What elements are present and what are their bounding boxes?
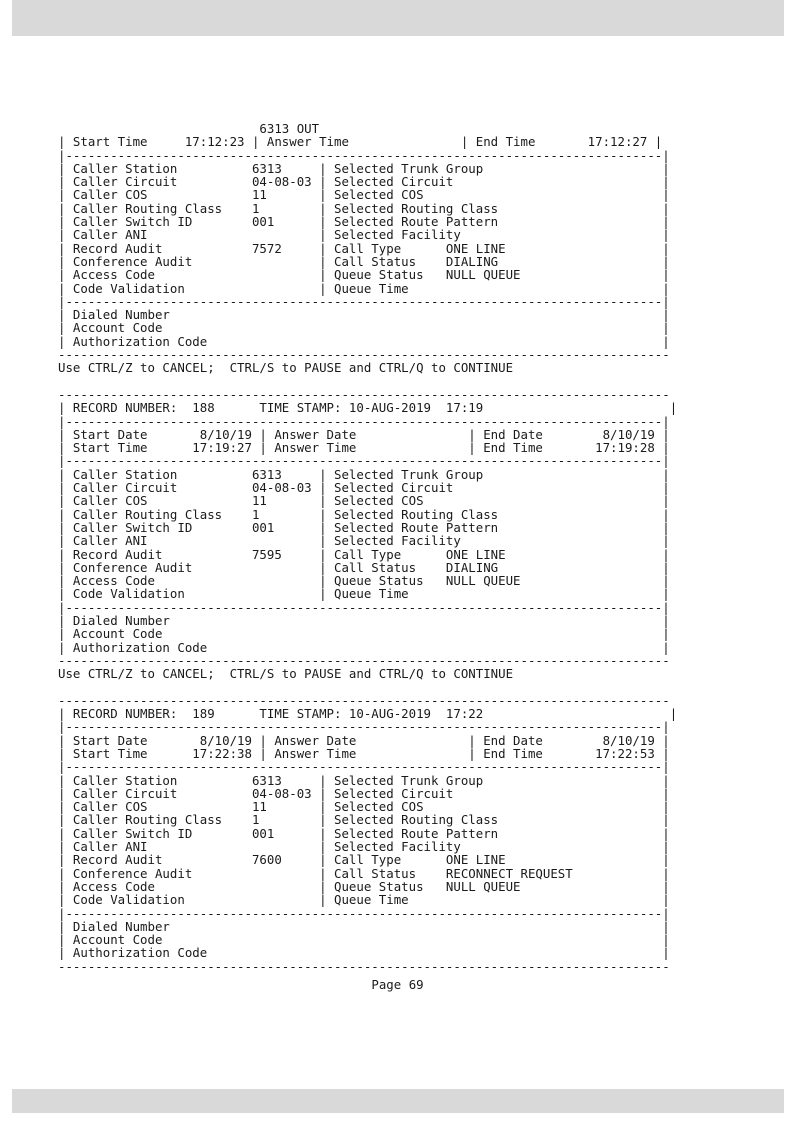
report-line: | Authorization Code |: [58, 639, 670, 655]
report-line: | Record Audit 7600 | Call Type ONE LINE |: [58, 852, 670, 868]
report-line: 6313 OUT: [58, 121, 320, 136]
report-line: | Caller Routing Class 1 | Selected Routing Class |: [58, 506, 670, 522]
report-line: |--------------------------------------------------------------------------------|: [58, 453, 670, 469]
report-line: ----------------------------------------------------------------------------------: [58, 958, 670, 974]
report-line: | Start Time 17:12:23 | Answer Time | End Time 17:12:27 |: [58, 134, 663, 150]
report-line: | Record Audit 7572 | Call Type ONE LINE |: [58, 240, 670, 256]
report-line: | Dialed Number |: [58, 307, 670, 323]
report-line: [58, 375, 690, 388]
report-line: | Caller COS 11 | Selected COS |: [58, 493, 670, 509]
report-line: | Start Date 8/10/19 | Answer Date | End Date 8/10/19 |: [58, 732, 670, 748]
report-line: | Caller Switch ID 001 | Selected Route Pattern |: [58, 825, 670, 841]
report-line: | Conference Audit | Call Status DIALING |: [58, 559, 670, 575]
report-line: | Caller ANI | Selected Facility |: [58, 227, 670, 243]
report-line: | Access Code | Queue Status NULL QUEUE |: [58, 573, 670, 589]
report-line: |--------------------------------------------------------------------------------|: [58, 293, 670, 309]
report-line: | Caller Switch ID 001 | Selected Route Pattern |: [58, 214, 670, 230]
report-line: | Account Code |: [58, 626, 670, 642]
report-line: | Caller Switch ID 001 | Selected Route Pattern |: [58, 519, 670, 535]
scan-edge-top: [12, 0, 784, 36]
report-line: ----------------------------------------------------------------------------------: [58, 386, 670, 402]
report-line: Use CTRL/Z to CANCEL; CTRL/S to PAUSE and CTRL/Q to CONTINUE: [58, 360, 514, 376]
report-line: | Caller Circuit 04-08-03 | Selected Circuit |: [58, 174, 670, 190]
report-line: | Code Validation | Queue Time |: [58, 586, 670, 602]
report-line: | Access Code | Queue Status NULL QUEUE |: [58, 878, 670, 894]
report-line: |--------------------------------------------------------------------------------|: [58, 719, 670, 735]
report-line: | Caller COS 11 | Selected COS |: [58, 187, 670, 203]
report-line: ----------------------------------------------------------------------------------: [58, 692, 670, 708]
report-line: | Authorization Code |: [58, 945, 670, 961]
report-line: |--------------------------------------------------------------------------------|: [58, 905, 670, 921]
report-line: | Record Audit 7595 | Call Type ONE LINE |: [58, 546, 670, 562]
report-line: |--------------------------------------------------------------------------------|: [58, 413, 670, 429]
report-line: | Code Validation | Queue Time |: [58, 280, 670, 296]
report-line: | Caller Station 6313 | Selected Trunk Group |: [58, 160, 670, 176]
report-line: | Caller ANI | Selected Facility |: [58, 533, 670, 549]
report-line: | Authorization Code |: [58, 333, 670, 349]
report-line: |--------------------------------------------------------------------------------|: [58, 147, 670, 163]
report-line: | Conference Audit | Call Status DIALING |: [58, 253, 670, 269]
report-line: | Code Validation | Queue Time |: [58, 892, 670, 908]
report-line: | RECORD NUMBER: 188 TIME STAMP: 10-AUG-2019 17:19 |: [58, 400, 678, 416]
report-line: | Caller ANI | Selected Facility |: [58, 839, 670, 855]
report-line: | Account Code |: [58, 932, 670, 948]
report-line: [58, 680, 690, 693]
report-line: | Caller Routing Class 1 | Selected Routing Class |: [58, 812, 670, 828]
report-line: |--------------------------------------------------------------------------------|: [58, 599, 670, 615]
report-line: ----------------------------------------------------------------------------------: [58, 347, 670, 363]
report-line: | Account Code |: [58, 320, 670, 336]
report-line: | RECORD NUMBER: 189 TIME STAMP: 10-AUG-2019 17:22 |: [58, 706, 678, 722]
report-line: | Dialed Number |: [58, 918, 670, 934]
report-line: | Caller Station 6313 | Selected Trunk Group |: [58, 772, 670, 788]
report-line: | Caller Station 6313 | Selected Trunk Group |: [58, 466, 670, 482]
report-line: | Caller COS 11 | Selected COS |: [58, 799, 670, 815]
report-line: ----------------------------------------------------------------------------------: [58, 652, 670, 668]
scan-edge-bottom: [12, 1089, 784, 1113]
report-line: |--------------------------------------------------------------------------------|: [58, 759, 670, 775]
report-line: | Conference Audit | Call Status RECONNECT REQUEST |: [58, 865, 670, 881]
call-detail-report: [58, 122, 690, 973]
report-line: | Caller Circuit 04-08-03 | Selected Circuit |: [58, 480, 670, 496]
report-line: | Caller Routing Class 1 | Selected Routing Class |: [58, 200, 670, 216]
report-line: | Caller Circuit 04-08-03 | Selected Circuit |: [58, 785, 670, 801]
report-line: | Dialed Number |: [58, 612, 670, 628]
report-line: | Start Date 8/10/19 | Answer Date | End Date 8/10/19 |: [58, 426, 670, 442]
report-line: Use CTRL/Z to CANCEL; CTRL/S to PAUSE and CTRL/Q to CONTINUE: [58, 666, 514, 682]
page-number: Page 69: [371, 977, 424, 992]
report-line: | Access Code | Queue Status NULL QUEUE |: [58, 267, 670, 283]
report-line: | Start Time 17:22:38 | Answer Time | End Time 17:22:53 |: [58, 745, 670, 761]
report-line: | Start Time 17:19:27 | Answer Time | End Time 17:19:28 |: [58, 440, 670, 456]
